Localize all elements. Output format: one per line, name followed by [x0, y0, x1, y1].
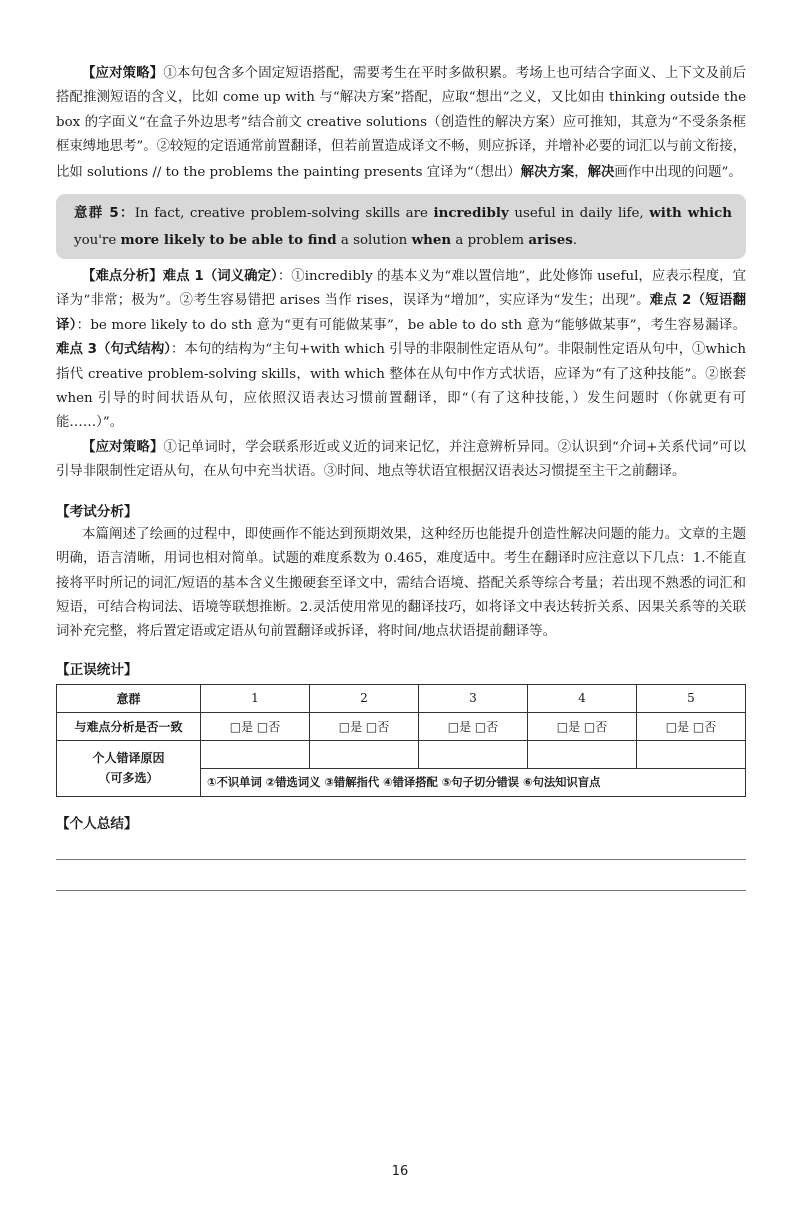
sentence-text: .	[572, 233, 578, 249]
table-row	[57, 712, 746, 740]
strategy-text: ①记单词时，学会联系形近或义近的词来记忆，并注意辨析异同。②认识到“介词+关系代词”可以引导非限制性定语从句，在从句中充当状语。③时间、地点等状语宜根据汉语表达习惯提至主干之前翻译。	[56, 439, 746, 480]
reason-input-cell[interactable]	[637, 740, 746, 768]
table-header-cell: 意群	[57, 684, 201, 712]
sense-group-5-box	[56, 194, 746, 259]
reason-label: 个人错译原因	[92, 751, 165, 766]
difficulty-3-text: ：本句的结构为“主句+with which 引导的非限制性定语从句”。非限制性定语从句中，①which 指代 creative problem-solving skills，with which 整体在从句中作方式状语，应译为“有了这种技能”。②嵌套 when 引导的时间状语从句，应依照汉语表达习惯前置翻译，即“（有了这种技能，）发生问题时（你就更有可能……）”。	[56, 342, 747, 431]
sentence-text: useful in daily life,	[508, 206, 650, 222]
exam-analysis-title: 【考试分析】	[56, 503, 138, 520]
yes-no-checkbox-cell[interactable]: □是 □否	[528, 712, 637, 740]
strategy-paragraph-1	[56, 62, 746, 185]
stats-table	[56, 684, 746, 797]
exam-analysis-text: 本篇阐述了绘画的过程中，即使画作不能达到预期效果，这种经历也能提升创造性解决问题的能力。文章的主题明确，语言清晰，用词也相对简单。试题的难度系数为 0.465，难度适中。考生在翻译时应注意以下几点：1.不能直接将平时所记的词汇/短语的基本含义生搬硬套至译文中，需结合语境、搭配关系等综合考量；若出现不熟悉的词汇和短语，可结合构词法、语境等联想推断。2.灵活使用常见的翻译技巧，如将译文中表达转折关系、因果关系等的关联词补充完整，将后置定语或定语从句前置翻译或拆译，将时间/地点状语提前翻译等。	[56, 526, 746, 640]
stats-title: 【正误统计】	[56, 661, 138, 678]
table-row	[57, 684, 746, 712]
summary-line[interactable]	[56, 860, 746, 891]
bold-term: more likely to be able to find	[120, 232, 337, 249]
strategy-text: 画作中出现的问题”。	[614, 164, 742, 180]
bold-term: 解决方案	[520, 163, 575, 180]
reason-input-cell[interactable]	[419, 740, 528, 768]
reason-input-cell[interactable]	[528, 740, 637, 768]
reason-input-cell[interactable]	[310, 740, 419, 768]
group-number-cell: 5	[637, 684, 746, 712]
sense-group-label: 意群 5：	[74, 206, 135, 222]
group-number-cell: 2	[310, 684, 419, 712]
table-header-cell	[57, 740, 201, 796]
reason-options-cell: ①不识单词 ②错选词义 ③错解指代 ④错译搭配 ⑤句子切分错误 ⑥句法知识盲点	[201, 768, 746, 796]
bold-term: arises	[528, 232, 573, 249]
strategy-tag: 【应对策略】	[82, 66, 164, 81]
table-header-cell: 与难点分析是否一致	[57, 712, 201, 740]
difficulty-1-text: ：①incredibly 的基本义为“难以置信地”，此处修饰 useful，应表示程度，宜译为“非常；极为”。②考生容易错把 arises 当作 rises，误译为“增加”，实应译为“发生；出现”。	[56, 269, 747, 309]
difficulty-1-label: 难点 1（词义确定）	[162, 269, 278, 285]
yes-no-checkbox-cell[interactable]: □是 □否	[637, 712, 746, 740]
strategy-text: ，	[574, 164, 588, 180]
yes-no-checkbox-cell[interactable]: □是 □否	[419, 712, 528, 740]
difficulty-2-label: 难点 2（短语翻译）	[56, 293, 747, 333]
yes-no-checkbox-cell[interactable]: □是 □否	[201, 712, 310, 740]
group-number-cell: 4	[528, 684, 637, 712]
table-row	[57, 740, 746, 768]
bold-term: incredibly	[433, 205, 509, 222]
page-body	[56, 62, 746, 891]
difficulty-2-text: ：be more likely to do sth 意为“更有可能做某事”，be able to do sth 意为“能够做某事”，考生容易漏译。	[76, 317, 746, 333]
group-number-cell: 1	[201, 684, 310, 712]
analysis-paragraph	[56, 265, 746, 436]
difficulty-3-label: 难点 3（句式结构）	[56, 342, 172, 358]
summary-title: 【个人总结】	[56, 815, 138, 832]
sense-group-5-sentence	[74, 200, 732, 254]
sentence-text: a problem	[451, 233, 529, 249]
summary-line[interactable]	[56, 835, 746, 860]
strategy-text: ①本句包含多个固定短语搭配，需要考生在平时多做积累。考场上也可结合字面义、上下文及前后搭配推测短语的含义，比如 come up with 与“解决方案”搭配，应取“想出”之义，又比如由 thinking outside the box 的字面义“在盒子外边思考”结合前文 creative solutions（创造性的解决方案）应可推知，其意为“不受条条框框束缚地思考”。②较短的定语通常前置翻译，但若前置造成译文不畅，则应拆译，并增补必要的词汇以与前文衔接，比如 solutions // to the problems the painting presents 宜译为“（想出）	[56, 66, 746, 180]
yes-no-checkbox-cell[interactable]: □是 □否	[310, 712, 419, 740]
sentence-text: In fact, creative problem-solving skills are	[134, 206, 434, 222]
bold-term: when	[411, 232, 452, 249]
bold-term: with which	[649, 205, 732, 222]
page-number: 16	[391, 1164, 409, 1179]
strategy-paragraph-2	[56, 436, 746, 485]
strategy-tag: 【应对策略】	[82, 439, 164, 455]
reason-input-cell[interactable]	[201, 740, 310, 768]
group-number-cell: 3	[419, 684, 528, 712]
bold-term: 解决	[587, 163, 615, 180]
sentence-text: a solution	[336, 233, 412, 249]
sentence-text: you're	[74, 233, 121, 249]
analysis-tag: 【难点分析】	[82, 269, 163, 285]
reason-sublabel: （可多选）	[98, 771, 159, 786]
